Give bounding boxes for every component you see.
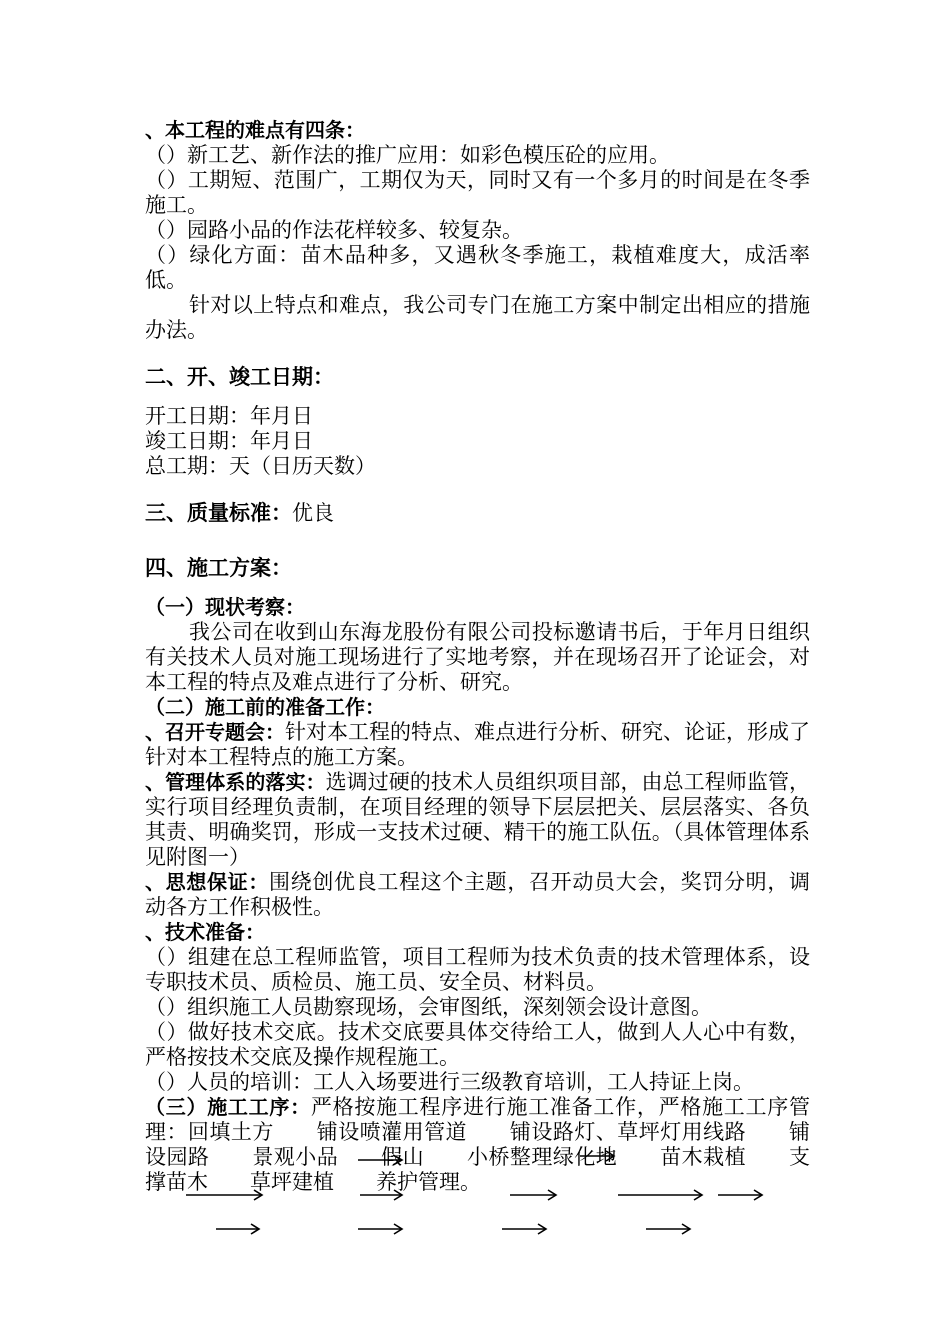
- tech-item-1: （）组建在总工程师监管，项目工程师为技术负责的技术管理体系，设专职技术员、质检员、施工员、安全员、材料员。: [145, 945, 810, 994]
- mgmt-paragraph: [145, 770, 810, 870]
- mgmt-label: 、管理体系的落实：: [145, 770, 326, 794]
- total-duration: 总工期：天（日历天数）: [145, 454, 376, 478]
- survey-text: 我公司在收到山东海龙股份有限公司投标邀请书后，于年月日组织有关技术人员对施工现场进行了实地考察，并在现场召开了论证会，对本工程的特点及难点进行了分析、研究。: [145, 620, 810, 694]
- meeting-label: 、召开专题会：: [145, 720, 285, 744]
- flow-arrow-icon: [358, 1224, 402, 1234]
- ideology-text: 围绕创优良工程这个主题，召开动员大会，奖罚分明，调动各方工作积极性。: [145, 870, 810, 919]
- tech-item-2: （）组织施工人员勘察现场，会审图纸，深刻领会设计意图。: [145, 995, 712, 1019]
- meeting-text: 针对本工程的特点、难点进行分析、研究、论证，形成了针对本工程特点的施工方案。: [145, 720, 810, 769]
- tech-heading: 、技术准备：: [145, 920, 265, 944]
- ideology-paragraph: [145, 870, 810, 920]
- tech-item-3: （）做好技术交底。技术交底要具体交待给工人，做到人人心中有数，严格按技术交底及操作规程施工。: [145, 1020, 810, 1069]
- process-label: （三）施工工序：: [145, 1095, 311, 1119]
- prep-heading: （二）施工前的准备工作：: [145, 695, 385, 719]
- difficulty-item-2: （）工期短、范围广，工期仅为天，同时又有一个多月的时间是在冬季施工。: [145, 168, 810, 217]
- mgmt-text: 选调过硬的技术人员组织项目部，由总工程师监管，实行项目经理负责制，在项目经理的领导下层层把关、层层落实、各负其责、明确奖罚，形成一支技术过硬、精干的施工队伍。（具体管理体系见附图一）: [145, 770, 811, 869]
- start-date: 开工日期：年月日: [145, 404, 313, 428]
- difficulty-item-3: （）园路小品的作法花样较多、较复杂。: [145, 218, 523, 242]
- ideology-label: 、思想保证：: [145, 870, 269, 894]
- meeting-paragraph: [145, 720, 810, 770]
- document-body: [145, 118, 810, 1195]
- quality-value: 优良: [292, 501, 334, 525]
- difficulties-heading: 、本工程的难点有四条：: [145, 118, 365, 142]
- survey-heading: （一）现状考察：: [145, 595, 305, 619]
- quality-heading: 三、质量标准：: [145, 501, 292, 525]
- flow-arrow-icon: [216, 1224, 259, 1234]
- flow-arrow-icon: [646, 1224, 690, 1234]
- process-text: 严格按施工程序进行施工准备工作，严格施工工序管理：回填土方 铺设喷灌用管道 铺设路灯、草坪灯用线路 铺设园路 景观小品 假山 小桥整理绿化地 苗木栽植 支撑苗木 草坪建植 养护管理。: [145, 1095, 811, 1194]
- plan-heading: 四、施工方案：: [145, 556, 292, 580]
- difficulties-conclusion: 针对以上特点和难点，我公司专门在施工方案中制定出相应的措施办法。: [145, 293, 810, 342]
- difficulty-item-4: （）绿化方面：苗木品种多，又遇秋冬季施工，栽植难度大，成活率低。: [145, 243, 810, 292]
- quality-line: [145, 501, 810, 526]
- flow-arrow-icon: [502, 1224, 546, 1234]
- tech-item-4: （）人员的培训：工人入场要进行三级教育培训，工人持证上岗。: [145, 1070, 754, 1094]
- dates-heading: 二、开、竣工日期：: [145, 365, 334, 389]
- process-paragraph: [145, 1095, 810, 1195]
- end-date: 竣工日期：年月日: [145, 429, 313, 453]
- difficulty-item-1: （）新工艺、新作法的推广应用：如彩色模压砼的应用。: [145, 143, 670, 167]
